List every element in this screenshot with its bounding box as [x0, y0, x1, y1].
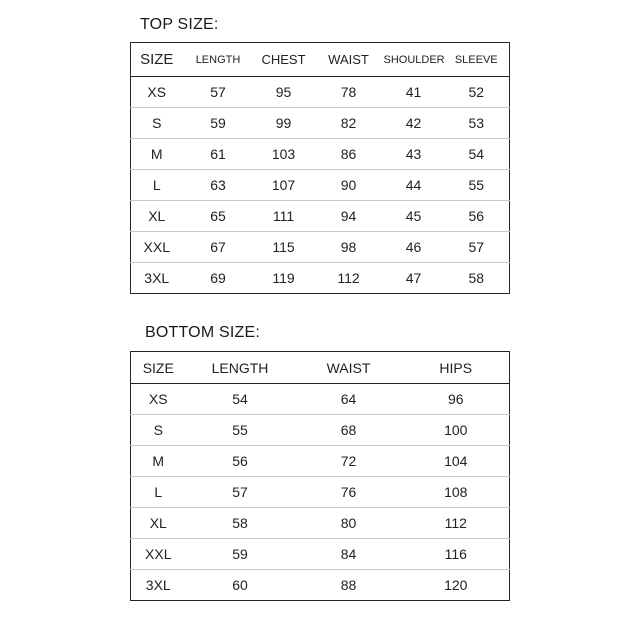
top-size-table	[130, 42, 510, 294]
table-cell: 42	[384, 108, 444, 139]
table-cell: 55	[186, 415, 295, 446]
column-header-length: LENGTH	[183, 43, 254, 77]
table-cell: 119	[272, 270, 295, 286]
table-cell: 57	[444, 232, 510, 263]
table-cell: 55	[444, 170, 510, 201]
table-cell: 95	[254, 77, 314, 108]
table-cell: 57	[186, 477, 295, 508]
table-cell: L	[131, 170, 183, 201]
table-row	[131, 108, 510, 139]
table-cell: 107	[254, 170, 314, 201]
table-cell: 57	[183, 77, 254, 108]
table-cell: 56	[444, 201, 510, 232]
table-cell: 56	[186, 446, 295, 477]
column-header-chest: CHEST	[254, 43, 314, 77]
column-header-size: SIZE	[131, 43, 183, 77]
table-cell: S	[131, 108, 183, 139]
table-cell: 72	[295, 446, 403, 477]
table-cell: 94	[314, 201, 384, 232]
table-cell: 59	[183, 108, 254, 139]
table-row	[131, 446, 510, 477]
table-row	[131, 232, 510, 263]
table-cell: 69	[210, 270, 226, 286]
table-cell: 108	[403, 477, 510, 508]
table-row	[131, 170, 510, 201]
table-cell: L	[131, 477, 186, 508]
table-row	[131, 539, 510, 570]
table-cell: 84	[295, 539, 403, 570]
table-cell: 96	[403, 384, 510, 415]
table-cell: 46	[384, 232, 444, 263]
table-cell: 68	[295, 415, 403, 446]
table-cell: 64	[295, 384, 403, 415]
table-cell: 45	[384, 201, 444, 232]
column-header-size: SIZE	[131, 352, 186, 384]
table-header-row	[131, 352, 510, 384]
table-header-row	[131, 43, 510, 77]
bottom-size-title: BOTTOM SIZE:	[145, 324, 261, 341]
table-cell: 59	[186, 539, 295, 570]
table-row	[131, 415, 510, 446]
table-cell: XXL	[131, 232, 183, 263]
table-cell: 88	[340, 577, 357, 593]
table-cell: 112	[337, 270, 360, 286]
table-row	[131, 263, 510, 294]
table-cell: 98	[314, 232, 384, 263]
table-cell: 47	[405, 270, 422, 286]
table-cell: 99	[254, 108, 314, 139]
table-cell: 58	[468, 270, 485, 286]
table-cell: M	[131, 139, 183, 170]
table-cell: 54	[444, 139, 510, 170]
table-cell: 112	[403, 508, 510, 539]
table-row	[131, 77, 510, 108]
table-cell: 76	[295, 477, 403, 508]
table-cell: S	[131, 415, 186, 446]
table-cell: 115	[254, 232, 314, 263]
column-header-length: LENGTH	[186, 352, 295, 384]
top-size-title: TOP SIZE:	[140, 16, 219, 33]
table-cell: 103	[254, 139, 314, 170]
table-row	[131, 508, 510, 539]
table-cell: 65	[183, 201, 254, 232]
table-cell: XL	[131, 201, 183, 232]
table-cell: 100	[403, 415, 510, 446]
table-cell: 58	[186, 508, 295, 539]
table-cell: 120	[444, 577, 468, 593]
table-cell: 111	[254, 201, 314, 232]
table-cell: 3XL	[144, 270, 170, 286]
table-cell: 61	[183, 139, 254, 170]
table-cell: 53	[444, 108, 510, 139]
table-cell: 80	[295, 508, 403, 539]
table-cell: 104	[403, 446, 510, 477]
table-cell: 90	[314, 170, 384, 201]
column-header-waist: WAIST	[295, 352, 403, 384]
table-row	[131, 139, 510, 170]
table-cell: XXL	[131, 539, 186, 570]
table-cell: 54	[186, 384, 295, 415]
table-row	[131, 477, 510, 508]
table-cell: XS	[131, 77, 183, 108]
column-header-hips: HIPS	[403, 352, 510, 384]
table-cell: 67	[183, 232, 254, 263]
table-cell: XS	[131, 384, 186, 415]
column-header-sleeve: SLEEVE	[444, 43, 510, 77]
table-cell: 78	[314, 77, 384, 108]
table-cell: 43	[384, 139, 444, 170]
column-header-waist: WAIST	[314, 43, 384, 77]
table-cell: 3XL	[145, 577, 171, 593]
table-row	[131, 384, 510, 415]
table-cell: M	[131, 446, 186, 477]
table-cell: 116	[403, 539, 510, 570]
bottom-size-table	[130, 351, 510, 601]
table-row	[131, 570, 510, 601]
table-cell: 82	[314, 108, 384, 139]
table-cell: 44	[384, 170, 444, 201]
table-cell: 63	[183, 170, 254, 201]
table-cell: 41	[384, 77, 444, 108]
table-cell: 52	[444, 77, 510, 108]
table-cell: 60	[232, 577, 248, 593]
column-header-shoulder: SHOULDER	[384, 43, 444, 77]
table-cell: 86	[314, 139, 384, 170]
table-row	[131, 201, 510, 232]
table-cell: XL	[131, 508, 186, 539]
